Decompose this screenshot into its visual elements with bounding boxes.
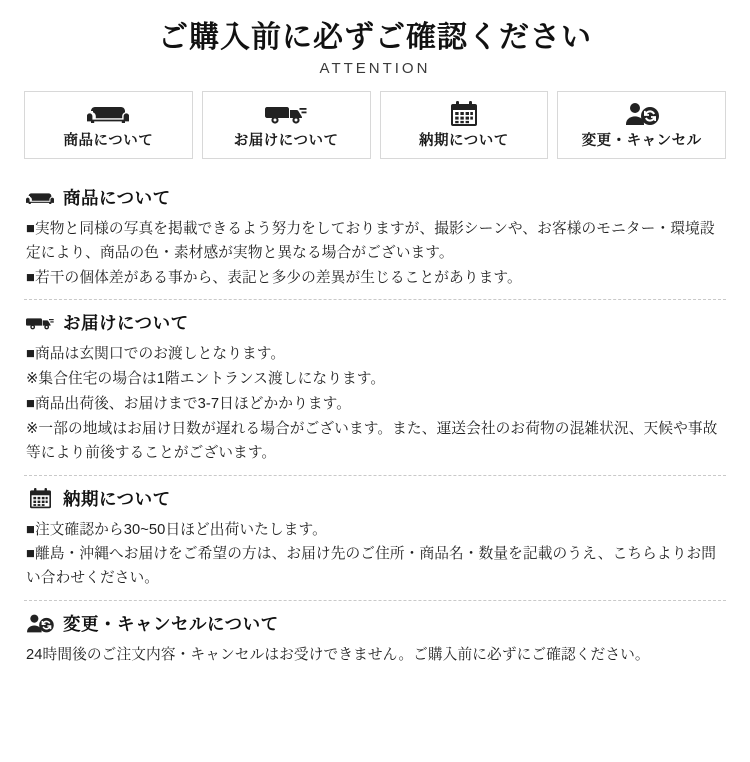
section-header <box>26 486 726 511</box>
section-line: ■若干の個体差がある事から、表記と多少の差異が生じることがあります。 <box>26 269 522 286</box>
nav-card-label: 変更・キャンセル <box>581 132 702 149</box>
section-header <box>26 310 726 335</box>
attention-page <box>0 12 750 762</box>
page-subtitle: ATTENTION <box>319 60 431 77</box>
section-line: ■注文確認から30~50日ほど出荷いたします。 <box>26 521 327 538</box>
nav-card-label: お届けについて <box>233 132 339 149</box>
section-line: 24時間後のご注文内容・キャンセルはお受けできません。ご購入前に必ずにご確認ください。 <box>26 646 650 663</box>
calendar-icon <box>26 486 54 510</box>
section-line: ■実物と同様の写真を掲載できるよう努力をしておりますが、撮影シーンや、お客様のモニター・環境設定により、商品の色・素材感が実物と異なる場合がございます。 <box>26 221 715 261</box>
nav-card-list <box>24 91 726 159</box>
nav-card-label: 商品について <box>63 132 154 149</box>
person-refresh-icon <box>26 611 54 635</box>
section-line: ※一部の地域はお届け日数が遅れる場合がございます。また、運送会社のお荷物の混雑状況、天候や事故等により前後することがございます。 <box>26 420 718 461</box>
section-change-cancel <box>24 600 726 677</box>
section-line: ■離島・沖縄へお届けをご希望の方は、お届け先のご住所・商品名・数量を記載のうえ、こちらよりお問い合わせください。 <box>26 546 717 587</box>
section-header <box>26 185 726 210</box>
nav-card-product[interactable] <box>24 91 193 159</box>
section-header <box>26 611 726 636</box>
section-title: 変更・キャンセルについて <box>63 613 279 634</box>
nav-card-change-cancel[interactable] <box>557 91 726 159</box>
section-title: お届けについて <box>63 313 189 334</box>
section-line: ■商品出荷後、お届けまで3-7日ほどかかります。 <box>26 396 352 413</box>
sofa-icon <box>26 186 54 210</box>
page-title: ご購入前に必ずご確認ください <box>158 21 592 54</box>
section-line: ■商品は玄関口でのお渡しとなります。 <box>26 346 286 363</box>
section-product <box>24 175 726 299</box>
nav-card-leadtime[interactable] <box>380 91 549 159</box>
section-delivery <box>24 299 726 474</box>
truck-icon <box>265 101 307 127</box>
truck-icon <box>26 311 54 335</box>
nav-card-delivery[interactable] <box>202 91 371 159</box>
sofa-icon <box>87 101 129 127</box>
section-line: ※集合住宅の場合は1階エントランス渡しになります。 <box>26 371 386 388</box>
section-title: 商品について <box>63 188 171 208</box>
section-title: 納期について <box>63 488 171 509</box>
nav-card-label: 納期について <box>419 132 509 149</box>
section-leadtime <box>24 475 726 600</box>
calendar-icon <box>450 101 478 127</box>
person-refresh-icon <box>625 101 659 127</box>
